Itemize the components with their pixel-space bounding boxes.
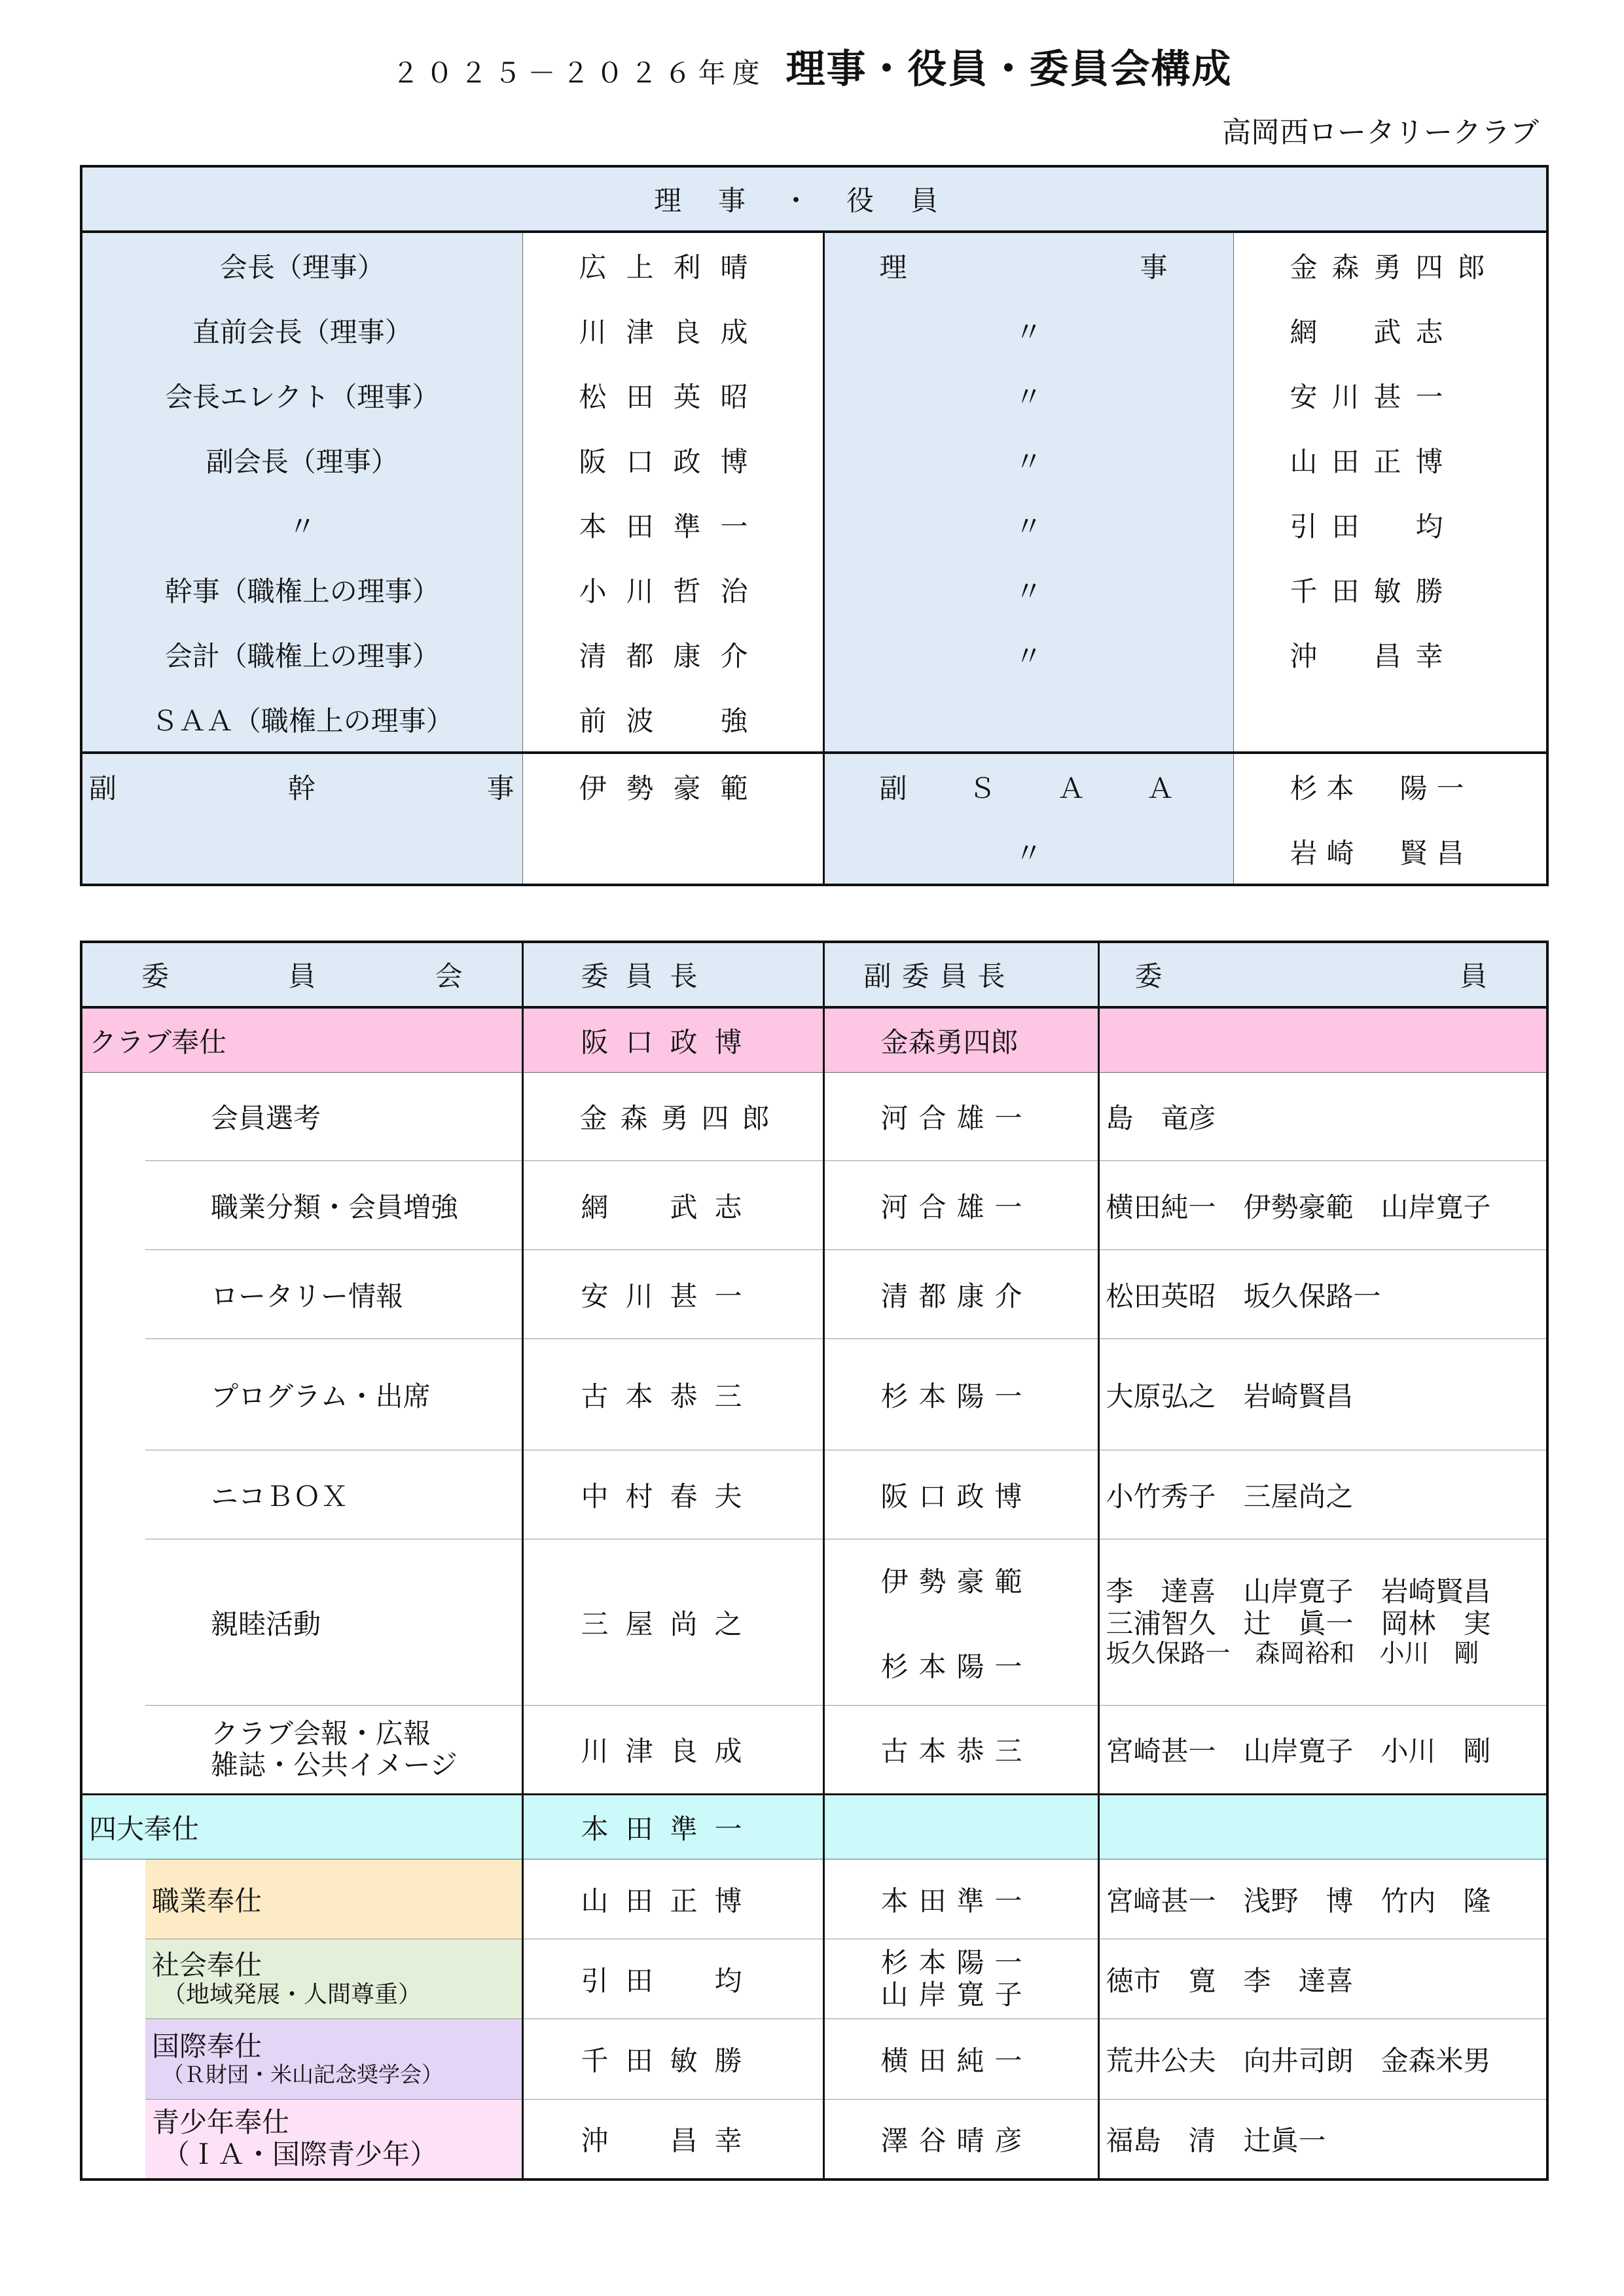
committee-vice: 清都康介 (823, 1250, 1098, 1339)
service-members: 徳市 寛 李 達喜 (1098, 1939, 1547, 2019)
committee-members: 小竹秀子 三屋尚之 (1098, 1450, 1547, 1539)
officer-name: 阪口政博 (522, 427, 823, 492)
club-service-row (81, 1007, 1547, 1073)
title-year: ２０２５－２０２６年度 (391, 57, 767, 89)
committee-chair: 中村春夫 (522, 1450, 823, 1539)
vs-label-2: 幹 (287, 772, 316, 804)
officer-name: 川津良成 (522, 298, 823, 363)
empty-cell (1233, 687, 1547, 753)
ditto-mark: 〃 (823, 819, 1233, 885)
officer-position: 〃 (81, 492, 522, 557)
committee-members: 島 竜彦 (1098, 1073, 1547, 1161)
club-service-label: クラブ奉仕 (81, 1007, 522, 1073)
committee-header-1: 委 (141, 960, 170, 992)
service-row (81, 2100, 1547, 2179)
service-name-cell (145, 1939, 522, 2019)
committee-row (81, 1339, 1547, 1450)
director-label-2: 事 (1140, 251, 1168, 283)
vsaa-label-4: Ａ (1146, 772, 1174, 804)
vice-chair-header: 副委員長 (823, 942, 1098, 1007)
committee-row (81, 1250, 1547, 1339)
indent-cell (81, 1450, 145, 1539)
indent-cell (81, 2019, 145, 2100)
officer-row (81, 427, 1547, 492)
indent-cell (81, 1161, 145, 1250)
committee-vice: 阪口政博 (823, 1450, 1098, 1539)
committee-members: 大原弘之 岩崎賢昌 (1098, 1339, 1547, 1450)
director-name: 山田正博 (1290, 445, 1458, 478)
director-name: 網 武志 (1290, 315, 1458, 348)
officer-position: 会計（職権上の理事） (81, 622, 522, 687)
director-name: 千田敏勝 (1290, 575, 1458, 607)
officer-row (81, 232, 1547, 298)
service-members: 荒井公夫 向井司朗 金森米男 (1098, 2019, 1547, 2100)
committee-vice: 伊勢豪範 (880, 1565, 1033, 1598)
committee-chair: 古本恭三 (522, 1339, 823, 1450)
service-chair: 山田正博 (522, 1859, 823, 1939)
four-services-chair: 本田準一 (522, 1795, 823, 1859)
committee-vice: 杉本陽一 (823, 1339, 1098, 1450)
indent-cell (81, 1073, 145, 1161)
indent-cell (81, 2100, 145, 2179)
ditto-mark: 〃 (823, 427, 1233, 492)
officer-position: 副会長（理事） (81, 427, 522, 492)
officer-position: 会長（理事） (81, 232, 522, 298)
committee-members-line: 坂久保路一 森岡裕和 小川 剛 (1106, 1638, 1479, 1668)
service-name-cell (145, 2019, 522, 2100)
committee-name (145, 1706, 522, 1795)
chair-header: 委員長 (522, 942, 823, 1007)
ditto-mark: 〃 (823, 622, 1233, 687)
service-vice: 澤谷晴彦 (823, 2100, 1098, 2179)
title-main: 理事・役員・委員会構成 (785, 46, 1233, 92)
committee-header-2: 員 (288, 960, 316, 992)
vice-saa-name: 岩崎 賢昌 (1290, 836, 1473, 869)
officer-position: 会長エレクト（理事） (81, 363, 522, 427)
committee-name-line: 雑誌・公共イメージ (211, 1749, 458, 1781)
officer-position: 幹事（職権上の理事） (81, 557, 522, 622)
service-name: 青少年奉仕 (152, 2106, 290, 2139)
officer-name: 清都康介 (522, 622, 823, 687)
director-label-1: 理 (879, 251, 907, 283)
club-service-chair: 阪口政博 (522, 1007, 823, 1073)
committee-row (81, 1450, 1547, 1539)
committee-members: 宮崎甚一 山岸寛子 小川 剛 (1098, 1706, 1547, 1795)
vs-label-1: 副 (89, 772, 117, 804)
service-vice: 本田準一 (823, 1859, 1098, 1939)
committee-row (81, 1706, 1547, 1795)
vsaa-label-1: 副 (879, 772, 907, 804)
members-header (1098, 942, 1547, 1007)
committee-vice: 杉本陽一 (880, 1650, 1033, 1683)
service-name-cell (145, 2100, 522, 2179)
club-service-members (1098, 1007, 1547, 1073)
director-name: 沖 昌幸 (1290, 639, 1458, 672)
officer-row (81, 622, 1547, 687)
officer-row (81, 363, 1547, 427)
service-vice: 山岸寛子 (880, 1978, 1033, 2011)
vice-officer-row (81, 819, 1547, 885)
service-vice: 横田純一 (823, 2019, 1098, 2100)
officer-name: 小川哲治 (522, 557, 823, 622)
ditto-mark: 〃 (823, 492, 1233, 557)
committee-chair: 安川甚一 (522, 1250, 823, 1339)
service-name: 国際奉仕 (152, 2030, 262, 2062)
members-header-1: 委 (1134, 960, 1163, 992)
indent-cell (81, 1939, 145, 2019)
officer-row (81, 687, 1547, 753)
vice-saa-label (823, 753, 1233, 819)
officer-name: 松田英昭 (522, 363, 823, 427)
officer-name: 広上利晴 (522, 232, 823, 298)
service-subtitle: （地域発展・人間尊重） (162, 1981, 422, 2008)
members-header-2: 員 (1460, 960, 1488, 992)
committee-name: ニコＢＯＸ (145, 1450, 522, 1539)
committee-members-multi (1098, 1539, 1547, 1706)
indent-cell (81, 1539, 145, 1706)
committee-vice: 河合雄一 (823, 1073, 1098, 1161)
vice-secretary-name: 伊勢豪範 (522, 753, 823, 819)
committee-header (81, 942, 522, 1007)
service-chair: 千田敏勝 (522, 2019, 823, 2100)
committee-vice: 河合雄一 (823, 1161, 1098, 1250)
empty-cell (81, 819, 522, 885)
director-label (823, 232, 1233, 298)
committee-vice-multi (823, 1539, 1098, 1706)
service-name: 社会奉仕 (152, 1948, 262, 1981)
service-subtitle: （ＩＡ・国際青少年） (162, 2138, 438, 2170)
ditto-mark: 〃 (823, 557, 1233, 622)
officer-row (81, 298, 1547, 363)
vsaa-label-3: Ａ (1057, 772, 1085, 804)
empty-cell (522, 819, 823, 885)
service-row (81, 2019, 1547, 2100)
committee-header-3: 会 (435, 960, 463, 992)
committee-name-line: クラブ会報・広報 (211, 1717, 431, 1749)
committee-row-shinboku (81, 1539, 1547, 1706)
service-chair: 沖 昌幸 (522, 2100, 823, 2179)
empty-cell (823, 687, 1233, 753)
service-name: 職業奉仕 (145, 1859, 522, 1939)
indent-cell (81, 1859, 145, 1939)
committee-members: 横田純一 伊勢豪範 山岸寛子 (1098, 1161, 1547, 1250)
four-services-row (81, 1795, 1547, 1859)
committee-members-line: 三浦智久 辻 眞一 岡林 実 (1106, 1607, 1491, 1640)
committee-name: 親睦活動 (145, 1539, 522, 1706)
committee-members-line: 李 達喜 山岸寛子 岩崎賢昌 (1106, 1575, 1491, 1608)
page-title (0, 38, 1624, 94)
four-services-label: 四大奉仕 (81, 1795, 522, 1859)
committee-members: 松田英昭 坂久保路一 (1098, 1250, 1547, 1339)
service-subtitle: （Ｒ財団・米山記念奨学会） (162, 2062, 443, 2088)
committees-header-row (81, 942, 1547, 1007)
service-row (81, 1859, 1547, 1939)
vice-secretary-label (81, 753, 522, 819)
officers-header-row (81, 166, 1547, 232)
indent-cell (81, 1706, 145, 1795)
officer-position: ＳＡＡ（職権上の理事） (81, 687, 522, 753)
officers-header: 理事・役員 (81, 166, 1547, 232)
officer-row (81, 492, 1547, 557)
director-name: 引田 均 (1290, 510, 1458, 543)
committee-row (81, 1073, 1547, 1161)
officer-name: 本田準一 (522, 492, 823, 557)
committee-chair: 三屋尚之 (522, 1539, 823, 1706)
director-name: 安川甚一 (1290, 380, 1458, 413)
officers-table (80, 165, 1549, 886)
club-service-vice: 金森勇四郎 (823, 1007, 1098, 1073)
indent-cell (81, 1250, 145, 1339)
committee-name: ロータリー情報 (145, 1250, 522, 1339)
four-services-vice (823, 1795, 1098, 1859)
service-chair: 引田 均 (522, 1939, 823, 2019)
committee-name: プログラム・出席 (145, 1339, 522, 1450)
committee-name: 職業分類・会員増強 (145, 1161, 522, 1250)
service-row (81, 1939, 1547, 2019)
indent-cell (81, 1339, 145, 1450)
committee-row (81, 1161, 1547, 1250)
ditto-mark: 〃 (823, 363, 1233, 427)
officer-row (81, 557, 1547, 622)
four-services-members (1098, 1795, 1547, 1859)
service-vice: 杉本陽一 (880, 1946, 1033, 1979)
committee-chair: 金森勇四郎 (522, 1073, 823, 1161)
vsaa-label-2: Ｓ (968, 772, 996, 804)
vs-label-3: 事 (486, 772, 514, 804)
ditto-mark: 〃 (823, 298, 1233, 363)
officer-position: 直前会長（理事） (81, 298, 522, 363)
vice-officer-row (81, 753, 1547, 819)
officer-name: 前波 強 (522, 687, 823, 753)
director-name: 金森勇四郎 (1290, 251, 1500, 283)
vice-saa-name: 杉本 陽一 (1233, 753, 1547, 819)
committee-chair: 網 武志 (522, 1161, 823, 1250)
club-name: 高岡西ロータリークラブ (1222, 116, 1539, 149)
committee-name: 会員選考 (145, 1073, 522, 1161)
committee-chair: 川津良成 (522, 1706, 823, 1795)
service-members: 福島 清 辻眞一 (1098, 2100, 1547, 2179)
committee-vice: 古本恭三 (823, 1706, 1098, 1795)
committees-table (80, 941, 1549, 2181)
service-members: 宮﨑甚一 浅野 博 竹内 隆 (1098, 1859, 1547, 1939)
service-vice-multi (823, 1939, 1098, 2019)
